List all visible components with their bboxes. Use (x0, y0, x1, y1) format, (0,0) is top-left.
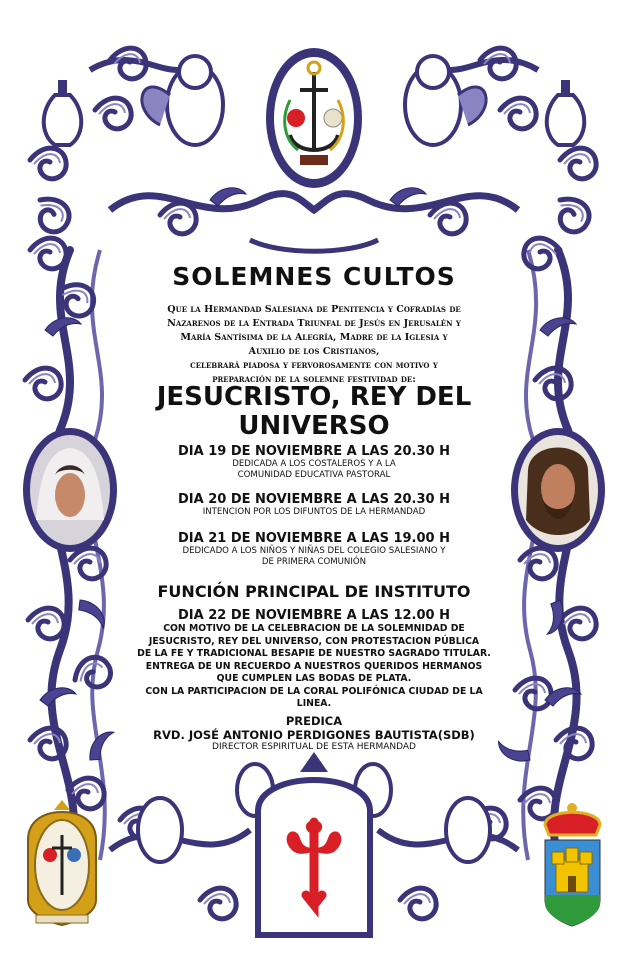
day-date: DIA 19 DE NOVIEMBRE A LAS 20.30 H (178, 444, 450, 459)
predica-label: PREDICA (285, 714, 343, 728)
main-function-title: FUNCIÓN PRINCIPAL DE INSTITUTO (157, 582, 471, 601)
town-coat-of-arms-icon (545, 803, 600, 926)
intro-text (0, 303, 628, 387)
day-detail: COMUNIDAD EDUCATIVA PASTORAL (237, 469, 391, 480)
day-entry (0, 444, 628, 480)
main-function-detail: DE LA FE Y TRADICIONAL BESAPIE DE NUESTRO SAGRADO TITULAR. (137, 648, 491, 659)
main-function-detail: QUE CUMPLEN LAS BODAS DE PLATA. (216, 673, 412, 684)
main-function-detail: ENTREGA DE UN RECUERDO A NUESTROS QUERIDOS HERMANOS (145, 660, 483, 672)
main-function-detail: LINEA. (296, 698, 332, 709)
festivity-heading (0, 383, 628, 441)
intro-line: Auxilio de los Cristianos, (248, 346, 380, 357)
main-function-detail: JESUCRISTO, REY DEL UNIVERSO, CON PROTESTACION PÚBLICA (148, 635, 480, 647)
day-entry (0, 492, 628, 518)
intro-line: Nazarenos de la Entrada Triunfal de Jesús en Jerusalén y (167, 318, 461, 329)
day-date: DIA 21 DE NOVIEMBRE A LAS 19.00 H (178, 531, 450, 546)
page-title: SOLEMNES CULTOS (172, 262, 456, 291)
day-detail: DE PRIMERA COMUNIÓN (261, 556, 367, 567)
day-entry (0, 531, 628, 567)
festivity-line: JESUCRISTO, REY DEL (156, 382, 472, 412)
brotherhood-crest-icon (28, 800, 96, 925)
main-function-entry (0, 608, 628, 711)
preacher-role: DIRECTOR ESPIRITUAL DE ESTA HERMANDAD (212, 742, 416, 752)
day-date: DIA 22 DE NOVIEMBRE A LAS 12.00 H (178, 608, 450, 623)
main-function-detail: CON MOTIVO DE LA CELEBRACION DE LA SOLEMNIDAD DE (163, 623, 465, 634)
preacher-block (0, 714, 628, 753)
main-function-detail: CON LA PARTICIPACION DE LA CORAL POLIFÓNICA CIUDAD DE LA (145, 685, 483, 697)
festivity-line: UNIVERSO (238, 411, 390, 441)
day-detail: DEDICADA A LOS COSTALEROS Y A LA (232, 459, 396, 469)
preacher-name: RVD. JOSÉ ANTONIO PERDIGONES BAUTISTA(SDB) (153, 728, 475, 742)
intro-line: preparación de la solemne festividad de: (212, 374, 416, 385)
day-detail: INTENCION POR LOS DIFUNTOS DE LA HERMANDAD (202, 507, 426, 517)
intro-line: celebrará piadosa y fervorosamente con motivo y (190, 360, 438, 371)
day-date: DIA 20 DE NOVIEMBRE A LAS 20.30 H (178, 492, 450, 507)
day-detail: DEDICADO A LOS NIÑOS Y NIÑAS DEL COLEGIO SALESIANO Y (182, 546, 446, 556)
brotherhood-shield-anchor-icon (266, 48, 362, 188)
intro-line: María Santísima de la Alegría, Madre de la Iglesia y (180, 332, 448, 343)
intro-line: Que la Hermandad Salesiana de Penitencia y Cofradías de (167, 304, 461, 315)
